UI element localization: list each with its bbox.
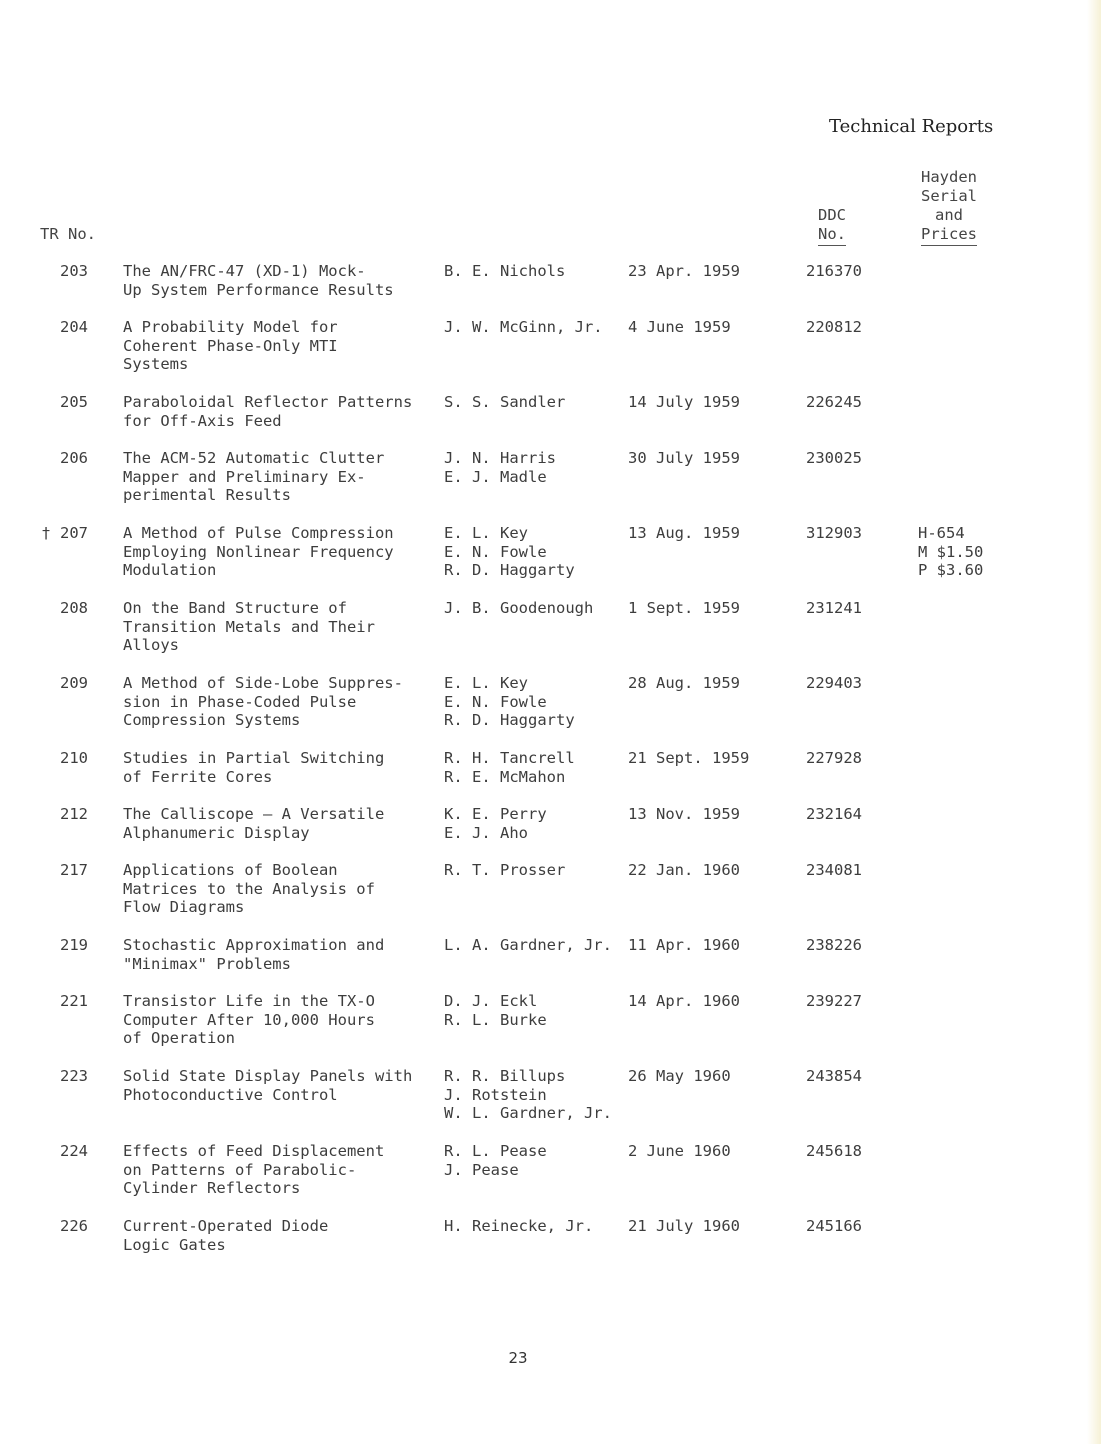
report-title xyxy=(123,449,384,505)
report-ddc-number: 239227 xyxy=(806,992,862,1010)
report-author: H. Reinecke, Jr. xyxy=(444,1217,594,1235)
column-header-ddc-line: No. xyxy=(818,225,846,246)
report-title xyxy=(123,749,384,786)
report-authors xyxy=(444,861,565,880)
report-ddc-number: 238226 xyxy=(806,936,862,954)
report-title xyxy=(123,262,394,299)
report-date: 14 Apr. 1960 xyxy=(628,992,740,1010)
column-header-tr-no: TR No. xyxy=(40,225,96,243)
report-number: 208 xyxy=(60,599,88,617)
report-authors xyxy=(444,674,575,730)
report-author: R. D. Haggarty xyxy=(444,561,575,580)
report-author: E. N. Fowle xyxy=(444,542,547,561)
report-title xyxy=(123,936,384,973)
report-date: 26 May 1960 xyxy=(628,1067,731,1085)
report-row xyxy=(0,1142,1101,1217)
report-row xyxy=(0,393,1101,449)
report-date: 13 Nov. 1959 xyxy=(628,805,740,823)
report-date: 2 June 1960 xyxy=(628,1142,731,1160)
report-ddc-number: 245618 xyxy=(806,1142,862,1160)
report-title-line: Photoconductive Control xyxy=(123,1085,338,1104)
report-title-line: The AN/FRC-47 (XD-1) Mock- xyxy=(123,262,366,280)
report-number: 210 xyxy=(60,749,88,767)
report-authors xyxy=(444,599,593,618)
report-title-line: "Minimax" Problems xyxy=(123,954,291,973)
report-ddc-number: 231241 xyxy=(806,599,862,617)
report-title-line: Applications of Boolean xyxy=(123,861,338,879)
report-title-line: Systems xyxy=(123,355,189,374)
report-ddc-number: 232164 xyxy=(806,805,862,823)
report-row xyxy=(0,599,1101,674)
report-author: J. Rotstein xyxy=(444,1085,547,1104)
report-ddc-number: 312903 xyxy=(806,524,862,542)
report-date: 14 July 1959 xyxy=(628,393,740,411)
report-number: 223 xyxy=(60,1067,88,1085)
report-number: 204 xyxy=(60,318,88,336)
report-title-line: Cylinder Reflectors xyxy=(123,1179,301,1198)
report-authors xyxy=(444,992,547,1029)
report-row xyxy=(0,449,1101,524)
report-title-line: perimental Results xyxy=(123,486,291,505)
report-number: 224 xyxy=(60,1142,88,1160)
report-title xyxy=(123,1217,328,1254)
report-title-line: A Method of Pulse Compression xyxy=(123,524,394,542)
report-row xyxy=(0,749,1101,805)
report-ddc-number: 245166 xyxy=(806,1217,862,1235)
report-title-line: Coherent Phase-Only MTI xyxy=(123,336,338,355)
report-ddc-number: 230025 xyxy=(806,449,862,467)
report-ddc-number: 226245 xyxy=(806,393,862,411)
report-title xyxy=(123,992,375,1048)
report-hayden-line: H-654 xyxy=(918,524,965,542)
report-title-line: Flow Diagrams xyxy=(123,898,245,917)
page-number: 23 xyxy=(508,1349,528,1367)
report-title-line: A Probability Model for xyxy=(123,318,338,336)
report-title-line: Up System Performance Results xyxy=(123,280,394,299)
report-author: R. D. Haggarty xyxy=(444,711,575,730)
report-title-line: Stochastic Approximation and xyxy=(123,936,385,954)
column-header-hayden-line: Hayden xyxy=(921,168,977,186)
report-title-line: Paraboloidal Reflector Patterns xyxy=(123,393,413,411)
report-authors xyxy=(444,393,565,412)
report-title-line: Matrices to the Analysis of xyxy=(123,879,375,898)
report-ddc-number: 234081 xyxy=(806,861,862,879)
report-title xyxy=(123,861,375,917)
report-row xyxy=(0,805,1101,861)
report-date: 21 Sept. 1959 xyxy=(628,749,750,767)
report-title xyxy=(123,524,394,580)
report-row xyxy=(0,524,1101,599)
report-author: K. E. Perry xyxy=(444,805,547,823)
report-author: J. B. Goodenough xyxy=(444,599,594,617)
report-date: 4 June 1959 xyxy=(628,318,731,336)
report-row xyxy=(0,1217,1101,1273)
report-number: 221 xyxy=(60,992,88,1010)
report-author: E. J. Aho xyxy=(444,823,528,842)
report-author: R. L. Burke xyxy=(444,1010,547,1029)
report-ddc-number: 220812 xyxy=(806,318,862,336)
report-date: 13 Aug. 1959 xyxy=(628,524,740,542)
report-authors xyxy=(444,1067,612,1123)
report-title-line: Transition Metals and Their xyxy=(123,617,375,636)
report-title-line: Current-Operated Diode xyxy=(123,1217,329,1235)
report-title-line: of Operation xyxy=(123,1029,235,1048)
report-title-line: Compression Systems xyxy=(123,711,301,730)
report-ddc-number: 227928 xyxy=(806,749,862,767)
report-title xyxy=(123,318,338,374)
report-number: 217 xyxy=(60,861,88,879)
report-title-line: The Calliscope – A Versatile xyxy=(123,805,385,823)
report-row xyxy=(0,262,1101,318)
report-title-line: Mapper and Preliminary Ex- xyxy=(123,467,366,486)
report-authors xyxy=(444,1217,593,1236)
report-title xyxy=(123,599,375,655)
report-author: J. N. Harris xyxy=(444,449,556,467)
report-title xyxy=(123,674,403,730)
report-row xyxy=(0,318,1101,393)
report-author: R. L. Pease xyxy=(444,1142,547,1160)
report-hayden-line: M $1.50 xyxy=(918,542,984,561)
report-title-line: Alloys xyxy=(123,636,179,655)
report-row xyxy=(0,936,1101,992)
report-title-line: for Off-Axis Feed xyxy=(123,411,282,430)
column-header-ddc-no xyxy=(806,206,858,246)
report-authors xyxy=(444,262,565,281)
report-title xyxy=(123,805,384,842)
report-number: 212 xyxy=(60,805,88,823)
report-author: E. N. Fowle xyxy=(444,692,547,711)
report-author: R. T. Prosser xyxy=(444,861,566,879)
report-author: B. E. Nichols xyxy=(444,262,566,280)
report-author: E. L. Key xyxy=(444,524,528,542)
report-number: † 207 xyxy=(41,524,88,542)
section-title: Technical Reports xyxy=(829,116,994,137)
report-authors xyxy=(444,936,612,955)
column-header-hayden-line: Serial xyxy=(921,187,977,205)
report-authors xyxy=(444,1142,547,1179)
report-title-line: Transistor Life in the TX-O xyxy=(123,992,375,1010)
report-date: 30 July 1959 xyxy=(628,449,740,467)
report-number: 206 xyxy=(60,449,88,467)
report-ddc-number: 229403 xyxy=(806,674,862,692)
report-author: E. L. Key xyxy=(444,674,528,692)
report-title-line: The ACM-52 Automatic Clutter xyxy=(123,449,385,467)
report-row xyxy=(0,861,1101,936)
report-list xyxy=(0,262,1101,1273)
report-authors xyxy=(444,318,603,337)
report-title-line: Employing Nonlinear Frequency xyxy=(123,542,394,561)
report-hayden xyxy=(918,524,983,580)
column-header-hayden-line: and xyxy=(935,206,963,224)
report-title-line: Solid State Display Panels with xyxy=(123,1067,413,1085)
report-authors xyxy=(444,449,556,486)
report-title xyxy=(123,1067,412,1104)
report-row xyxy=(0,1067,1101,1142)
column-header-hayden-line: Prices xyxy=(921,225,977,246)
report-title-line: Effects of Feed Displacement xyxy=(123,1142,385,1160)
report-number: 219 xyxy=(60,936,88,954)
report-title-line: on Patterns of Parabolic- xyxy=(123,1160,357,1179)
report-authors xyxy=(444,749,575,786)
report-author: R. E. McMahon xyxy=(444,767,566,786)
report-author: R. R. Billups xyxy=(444,1067,566,1085)
report-hayden-line: P $3.60 xyxy=(918,561,984,580)
report-author: D. J. Eckl xyxy=(444,992,538,1010)
report-title xyxy=(123,393,412,430)
report-author: J. W. McGinn, Jr. xyxy=(444,318,603,336)
report-date: 22 Jan. 1960 xyxy=(628,861,740,879)
report-author: E. J. Madle xyxy=(444,467,547,486)
report-authors xyxy=(444,524,575,580)
report-author: R. H. Tancrell xyxy=(444,749,575,767)
report-row xyxy=(0,674,1101,749)
report-title-line: Computer After 10,000 Hours xyxy=(123,1010,375,1029)
report-number: 205 xyxy=(60,393,88,411)
report-author: W. L. Gardner, Jr. xyxy=(444,1104,612,1123)
report-date: 23 Apr. 1959 xyxy=(628,262,740,280)
column-header-hayden xyxy=(914,168,984,246)
report-title-line: of Ferrite Cores xyxy=(123,767,273,786)
column-header-ddc-line: DDC xyxy=(818,206,846,224)
report-title-line: sion in Phase-Coded Pulse xyxy=(123,692,357,711)
report-title xyxy=(123,1142,384,1198)
report-author: L. A. Gardner, Jr. xyxy=(444,936,612,954)
report-author: J. Pease xyxy=(444,1160,519,1179)
report-date: 1 Sept. 1959 xyxy=(628,599,740,617)
report-authors xyxy=(444,805,547,842)
report-title-line: Alphanumeric Display xyxy=(123,823,310,842)
report-row xyxy=(0,992,1101,1067)
report-title-line: Studies in Partial Switching xyxy=(123,749,385,767)
report-date: 28 Aug. 1959 xyxy=(628,674,740,692)
report-date: 11 Apr. 1960 xyxy=(628,936,740,954)
report-number: 209 xyxy=(60,674,88,692)
report-title-line: A Method of Side-Lobe Suppres- xyxy=(123,674,403,692)
report-ddc-number: 216370 xyxy=(806,262,862,280)
report-number: 226 xyxy=(60,1217,88,1235)
report-author: S. S. Sandler xyxy=(444,393,566,411)
report-title-line: Logic Gates xyxy=(123,1235,226,1254)
report-number: 203 xyxy=(60,262,88,280)
report-ddc-number: 243854 xyxy=(806,1067,862,1085)
report-title-line: On the Band Structure of xyxy=(123,599,347,617)
report-date: 21 July 1960 xyxy=(628,1217,740,1235)
report-title-line: Modulation xyxy=(123,561,217,580)
